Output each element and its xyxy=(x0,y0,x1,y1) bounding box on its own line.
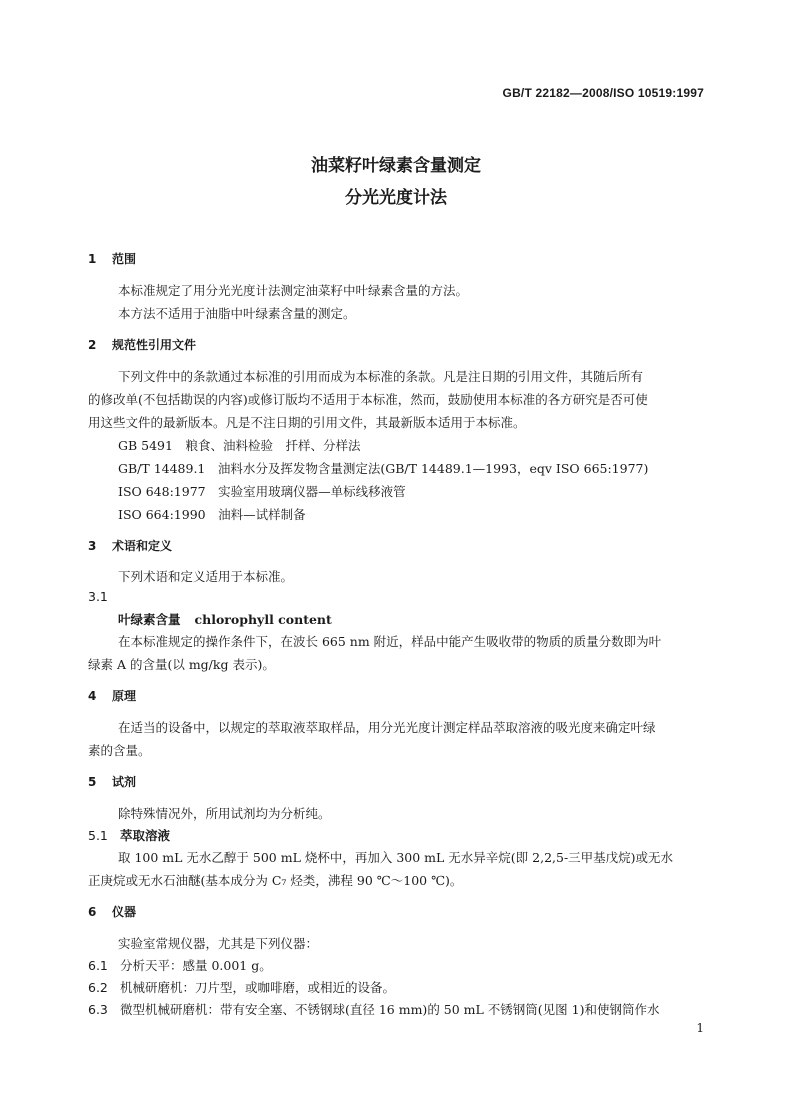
reference-item: ISO 648:1977 实验室用玻璃仪器—单标线移液管 xyxy=(118,484,406,499)
term-chinese: 叶绿素含量 xyxy=(118,612,181,627)
reference-item: GB/T 14489.1 油料水分及挥发物含量测定法(GB/T 14489.1—1993，eqv ISO 665:1977) xyxy=(118,461,649,476)
definition-line: 在本标准规定的操作条件下，在波长 665 nm 附近，样品中能产生吸收带的物质的质量分数即为叶 xyxy=(118,634,662,649)
section-number: 5 xyxy=(88,775,97,789)
section-heading-1 xyxy=(88,250,136,267)
section-heading-4 xyxy=(88,687,136,704)
section-heading-3 xyxy=(88,537,172,554)
paragraph-line: 用这些文件的最新版本。凡是不注日期的引用文件，其最新版本适用于本标准。 xyxy=(88,415,526,430)
item-number: 6.1 xyxy=(88,958,108,973)
section-title: 范围 xyxy=(112,252,137,266)
subsection-heading xyxy=(88,826,170,844)
paragraph: 本标准规定了用分光光度计法测定油菜籽中叶绿素含量的方法。 xyxy=(118,283,469,298)
section-heading-6 xyxy=(88,903,136,920)
paragraph-line: 素的含量。 xyxy=(88,743,151,758)
section-number: 3 xyxy=(88,539,97,553)
section-number: 2 xyxy=(88,338,97,352)
paragraph: 除特殊情况外，所用试剂均为分析纯。 xyxy=(118,806,331,821)
item-text: 分析天平：感量 0.001 g。 xyxy=(120,958,272,973)
subsection-num: 3.1 xyxy=(88,589,108,604)
list-item xyxy=(88,1000,659,1018)
section-number: 1 xyxy=(88,252,97,266)
subsection-number xyxy=(88,589,120,604)
document-subtitle: 分光光度计法 xyxy=(345,188,447,208)
paragraph: 实验室常规仪器，尤其是下列仪器： xyxy=(118,936,319,951)
definition-line: 绿素 A 的含量(以 mg/kg 表示)。 xyxy=(88,657,275,672)
page-number: 1 xyxy=(696,1021,704,1035)
list-item xyxy=(88,978,395,996)
paragraph: 下列术语和定义适用于本标准。 xyxy=(118,569,294,584)
item-text: 微型机械研磨机：带有安全塞、不锈钢球(直径 16 mm)的 50 mL 不锈钢筒(见图 1)和使钢筒作水 xyxy=(120,1002,660,1017)
paragraph-line: 下列文件中的条款通过本标准的引用而成为本标准的条款。凡是注日期的引用文件，其随后所有 xyxy=(118,369,644,384)
reference-item: ISO 664:1990 油料—试样制备 xyxy=(118,507,306,522)
section-title: 仪器 xyxy=(112,905,137,919)
item-text: 机械研磨机：刀片型，或咖啡磨，或相近的设备。 xyxy=(120,980,396,995)
section-title: 规范性引用文件 xyxy=(112,338,197,352)
section-heading-2 xyxy=(88,336,196,353)
paragraph-line: 的修改单(不包括勘误的内容)或修订版均不适用于本标准，然而，鼓励使用本标准的各方研究是否可使 xyxy=(88,392,648,407)
subsection-num: 5.1 xyxy=(88,828,108,843)
section-number: 6 xyxy=(88,905,97,919)
paragraph-line: 在适当的设备中，以规定的萃取液萃取样品，用分光光度计测定样品萃取溶液的吸光度来确定叶绿 xyxy=(118,720,656,735)
paragraph: 本方法不适用于油脂中叶绿素含量的测定。 xyxy=(118,306,356,321)
term-english: chlorophyll content xyxy=(194,612,332,627)
paragraph-line: 取 100 mL 无水乙醇于 500 mL 烧杯中，再加入 300 mL 无水异辛烷(即 2,2,5-三甲基戊烷)或无水 xyxy=(118,850,674,865)
standard-code: GB/T 22182—2008/ISO 10519:1997 xyxy=(502,86,704,100)
list-item xyxy=(88,956,272,974)
document-title: 油菜籽叶绿素含量测定 xyxy=(311,156,481,176)
section-title: 原理 xyxy=(112,689,137,703)
section-number: 4 xyxy=(88,689,97,703)
item-number: 6.3 xyxy=(88,1002,108,1017)
section-heading-5 xyxy=(88,773,136,790)
subsection-title: 萃取溶液 xyxy=(120,828,171,843)
section-title: 术语和定义 xyxy=(112,539,173,553)
paragraph-line: 正庚烷或无水石油醚(基本成分为 C₇ 烃类，沸程 90 ℃～100 ℃)。 xyxy=(88,873,463,888)
item-number: 6.2 xyxy=(88,980,108,995)
reference-item: GB 5491 粮食、油料检验 扦样、分样法 xyxy=(118,438,361,453)
section-title: 试剂 xyxy=(112,775,137,789)
term-entry xyxy=(118,610,332,628)
